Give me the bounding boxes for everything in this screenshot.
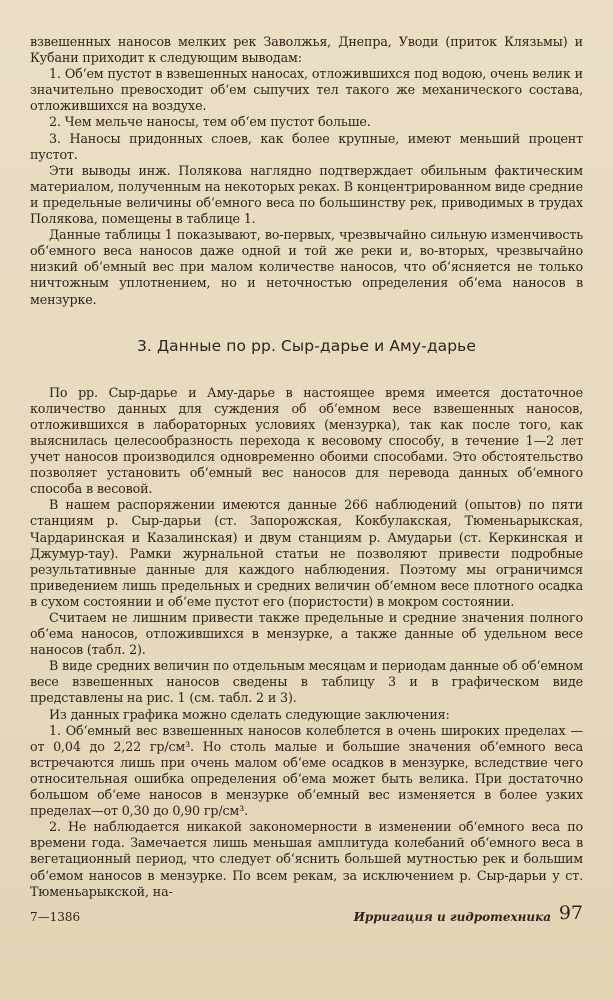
section-paragraph-6: 1. Об‘емный вес взвешенных наносов колеблется в очень широких пределах — от 0,04 до 2,22 гр/см³. Но столь малые и большие значения об‘емного веса встречаются лишь при очень малом об‘еме осадков в мензурке, вследствие чего относительная ошибка определения об‘ема может быть велика. При достаточно большом об‘еме наносов в мензурке об‘емный вес изменяется в более узких пределах—от 0,30 до 0,90 гр/см³.: [30, 722, 583, 819]
section-paragraph-4: В виде средних величин по отдельным месяцам и периодам данные об об‘емном весе взвешенных наносов сведены в таблицу 3 и в графическом виде представлены на рис. 1 (см. табл. 2 и 3).: [30, 658, 583, 706]
journal-title: Ирригация и гидротехника: [353, 910, 551, 924]
section-paragraph-2: В нашем распоряжении имеются данные 266 наблюдений (опытов) по пяти станциям р. Сыр-дарьи (ст. Запорожская, Кокбулакская, Тюменьарыкская, Чардаринская и Казалинская) и двум станциям р. Амударьи (ст. Керкинская и Джумур-тау). Рамки журнальной статьи не позволяют привести подробные результативные данные для каждого наблюдения. Поэтому мы ограничимся приведением лишь предельных и средних величин об‘емном весе плотного осадка в сухом состоянии и об‘еме пустот его (пористости) в мокром состоянии.: [30, 497, 583, 609]
paragraph-table1: Данные таблицы 1 показывают, во-первых, чрезвычайно сильную изменчивость об‘емного веса наносов даже одной и той же реки и, во-вторых, чрезвычайно низкий об‘емный вес при малом количестве наносов, что об‘ясняется не только ничтожным уплотнением, но и неточностью определения об‘ема наносов в мензурке.: [30, 227, 583, 307]
page-footer: [30, 902, 583, 924]
paragraph-polyakov: Эти выводы инж. Полякова наглядно подтверждает обильным фактическим материалом, полученным на некоторых реках. В концентрированном виде средние и предельные величины об‘емного веса по большинству рек, приводимых в трудах Полякова, помещены в таблице 1.: [30, 162, 583, 227]
conclusion-3: 3. Наносы придонных слоев, как более крупные, имеют меньший процент пустот.: [30, 130, 583, 162]
section-paragraph-1: По рр. Сыр-дарье и Аму-дарье в настоящее время имеется достаточное количество данных для суждения об об‘емном весе взвешенных наносов, отложившихся в лабораторных условиях (мензурка), так как после того, как выяснилась целесообразность перехода к весовому способу, в течение 1—2 лет учет наносов производился одновременно обоими способами. Это обстоятельство позволяет установить об‘емный вес наносов для перевода данных об‘емного способа в весовой.: [30, 384, 583, 497]
section-paragraph-3: Считаем не лишним привести также предельные и средние значения полного об‘ема наносов, отложившихся в мензурке, а также данные об удельном весе наносов (табл. 2).: [30, 610, 583, 658]
page-number: 97: [558, 902, 583, 924]
paragraph-continued: взвешенных наносов мелких рек Заволжья, Днепра, Уводи (приток Клязьмы) и Кубани приходит к следующим выводам:: [30, 34, 583, 66]
section-paragraph-7: 2. Не наблюдается никакой закономерности в изменении об‘емного веса по времени года. Замечается лишь меньшая амплитуда колебаний об‘емного веса в вегетационный период, что следует об‘яснить большей мутностью рек и большим об‘емом наносов в мензурке. По всем рекам, за исключением р. Сыр-дарьи у ст. Тюменьарыкской, на-: [30, 819, 583, 899]
body-text: [30, 34, 583, 900]
section-heading: 3. Данные по рр. Сыр-дарье и Аму-дарье: [136, 336, 477, 355]
print-code: 7—1386: [30, 910, 81, 924]
conclusion-1: 1. Об‘ем пустот в взвешенных наносах, отложившихся под водою, очень велик и значительно превосходит об‘ем сыпучих тел такого же механического состава, отложившихся на воздухе.: [30, 66, 583, 114]
conclusion-2: 2. Чем мельче наносы, тем об‘ем пустот больше.: [49, 114, 371, 130]
section-paragraph-5: Из данных графика можно сделать следующие заключения:: [49, 706, 450, 722]
